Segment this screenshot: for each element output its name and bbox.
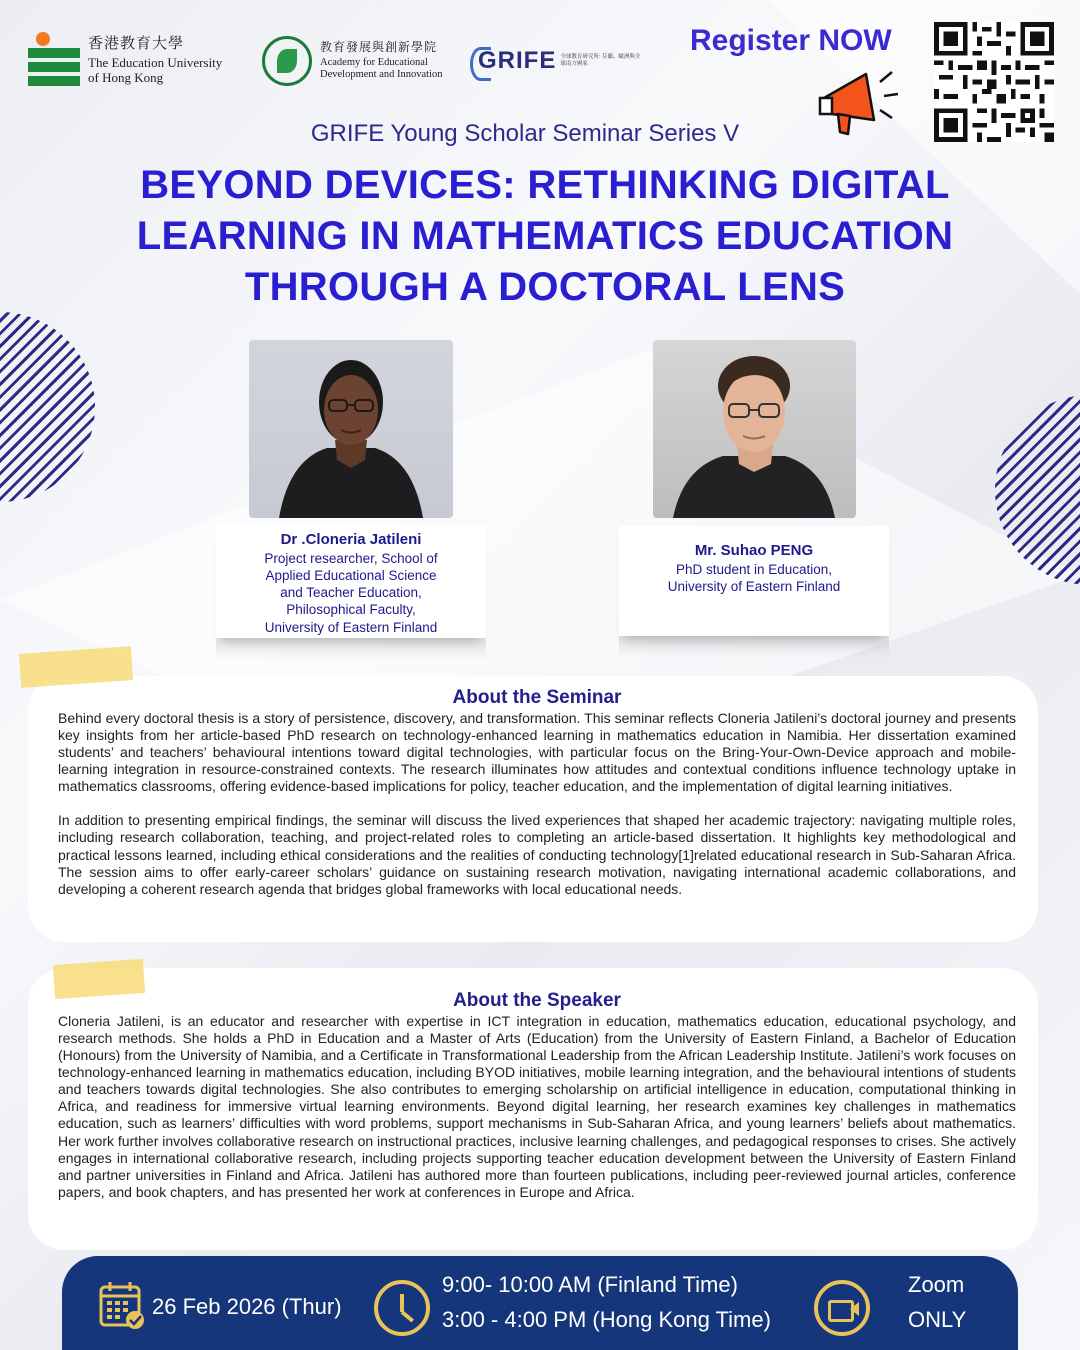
event-time-hong-kong: 3:00 - 4:00 PM (Hong Kong Time) bbox=[442, 1307, 771, 1332]
speaker-name: Mr. Suhao PENG bbox=[694, 542, 814, 559]
about-seminar-paragraph: In addition to presenting empirical findings, the seminar will discuss the lived experiences that shaped her academic trajectory: navigating multiple roles, including research collaboration, teaching, and project-related roles to completing an article-based dissertation. It highlights key methodological and practical lessons learned, including ethical considerations and the realities of conducting technology[1]related educational research in Sub-Saharan Africa. The session aims to offer early-career scholars’ guidance on sustaining research motivation, navigating international academic collaborations, and developing a coherent research agenda that bridges global frameworks with local educational needs. bbox=[58, 812, 1016, 897]
clock-icon bbox=[374, 1280, 430, 1336]
seminar-title-line: THROUGH A DOCTORAL LENS bbox=[244, 264, 846, 309]
speaker-role-line: University of Eastern Finland bbox=[667, 579, 841, 595]
eduhk-name-zh: 香港教育大學 bbox=[88, 36, 185, 53]
about-speaker-paragraph: Cloneria Jatileni, is an educator and researcher with expertise in ICT integration in education, mathematics education, educational psychology, and research methods. She holds a PhD in Education and a Master of Arts (Education) from the University of Eastern Finland, a Bachelor of Education (Honours) from the University of Namibia, and a Certificate in Transformational Leadership from the African Leadership Institute. Jatileni’s work focuses on technology-enhanced learning in mathematics education, including BYOD initiatives, mobile learning integration, and the behavioural intentions of students and teachers towards digital technologies. She also contributes to emerging scholarship on artificial intelligence in education, computational thinking in Africa, and readiness for immersive virtual learning environments. Beyond digital learning, her research examines key challenges in mathematics education, such as learners’ difficulties with word problems, support mechanisms in Sub-Saharan Africa, and young learners’ beliefs about mathematics. Her work further involves collaborative research on instructional practices, inclusive learning challenges, and pedagogical responses to crises. She actively engages in international collaborative research, including projects supporting teacher education development between the University of Eastern Finland and partner universities in Finland and Africa. Jatileni has authored more than fourteen publications, including peer-reviewed journal articles, conference papers, and book chapters, and has presented her work at conferences in Europe and Africa. bbox=[58, 1013, 1016, 1200]
calendar-icon bbox=[98, 1280, 146, 1330]
seminar-title-line: LEARNING IN MATHEMATICS EDUCATION bbox=[136, 213, 954, 258]
decorative-tape bbox=[53, 959, 145, 999]
eduhk-emblem-icon bbox=[28, 30, 80, 92]
speaker-photo-jatileni bbox=[249, 340, 453, 518]
register-now-label[interactable]: Register NOW bbox=[690, 24, 892, 57]
decorative-dot-circle-left bbox=[0, 312, 95, 502]
speaker-card-jatileni bbox=[216, 526, 486, 638]
speaker-role-line: and Teacher Education, bbox=[280, 585, 422, 601]
speaker-card-peng bbox=[619, 526, 889, 636]
card-shadow bbox=[216, 638, 486, 660]
speaker-role-line: Project researcher, School of bbox=[264, 551, 438, 566]
speaker-role-line: Philosophical Faculty, bbox=[286, 602, 416, 618]
about-seminar-heading: About the Seminar bbox=[452, 687, 622, 708]
aedi-name-en-2: Development and Innovation bbox=[320, 69, 443, 81]
seminar-title bbox=[60, 160, 1030, 312]
eduhk-name-en-2: of Hong Kong bbox=[88, 69, 164, 85]
about-seminar-panel bbox=[28, 676, 1038, 942]
about-seminar-paragraph: Behind every doctoral thesis is a story of persistence, discovery, and transformation. This seminar reflects Cloneria Jatileni’s doctoral journey and presents key insights from her article-based PhD research on technology-enhanced learning in mathematics education in Namibia. Her dissertation examined students’ and teachers’ behavioural intentions toward digital technologies, with particular focus on the Bring-Your-Own-Device approach and mobile-learning integration in resource-constrained contexts. The research illuminates how attitudes and contextual conditions influence technology uptake in mathematics classrooms, offering evidence-based implications for policy, teacher education, and the implementation of digital learning initiatives. bbox=[58, 710, 1016, 795]
grife-wordmark: GRIFE bbox=[474, 47, 556, 75]
aedi-name-en: Academy for Educational bbox=[320, 56, 428, 68]
aedi-emblem-icon bbox=[262, 36, 312, 86]
seminar-title-line: BEYOND DEVICES: RETHINKING DIGITAL bbox=[140, 163, 950, 207]
about-speaker-panel bbox=[28, 968, 1038, 1250]
speaker-role-line: Applied Educational Science bbox=[265, 568, 437, 584]
event-date: 26 Feb 2026 (Thur) bbox=[152, 1294, 342, 1319]
event-mode-qualifier: ONLY bbox=[908, 1307, 967, 1332]
aedi-logo bbox=[262, 36, 452, 86]
speaker-name: Dr .Cloneria Jatileni bbox=[280, 531, 422, 548]
grife-logo bbox=[474, 47, 642, 75]
speaker-role bbox=[619, 561, 889, 595]
speaker-role bbox=[216, 550, 486, 636]
eduhk-name-en: The Education University bbox=[88, 54, 223, 70]
eduhk-logo bbox=[28, 30, 238, 92]
grife-subtitle: 全球教育研究所: 芬蘭、歐洲與全球南方國家 bbox=[560, 54, 641, 67]
speaker-role-line: University of Eastern Finland bbox=[264, 619, 438, 635]
about-speaker-heading: About the Speaker bbox=[453, 990, 621, 1011]
event-mode: Zoom bbox=[908, 1272, 965, 1297]
event-time-finland: 9:00- 10:00 AM (Finland Time) bbox=[442, 1272, 738, 1297]
video-camera-icon bbox=[814, 1280, 870, 1336]
event-details-footer bbox=[62, 1256, 1018, 1350]
aedi-name-zh: 教育發展與創新學院 bbox=[320, 40, 438, 55]
partner-logos bbox=[28, 30, 642, 92]
seminar-series-label: GRIFE Young Scholar Seminar Series V bbox=[310, 120, 740, 147]
speaker-role-line: PhD student in Education, bbox=[675, 562, 833, 577]
speaker-photo-peng bbox=[653, 340, 856, 518]
card-shadow bbox=[619, 636, 889, 658]
